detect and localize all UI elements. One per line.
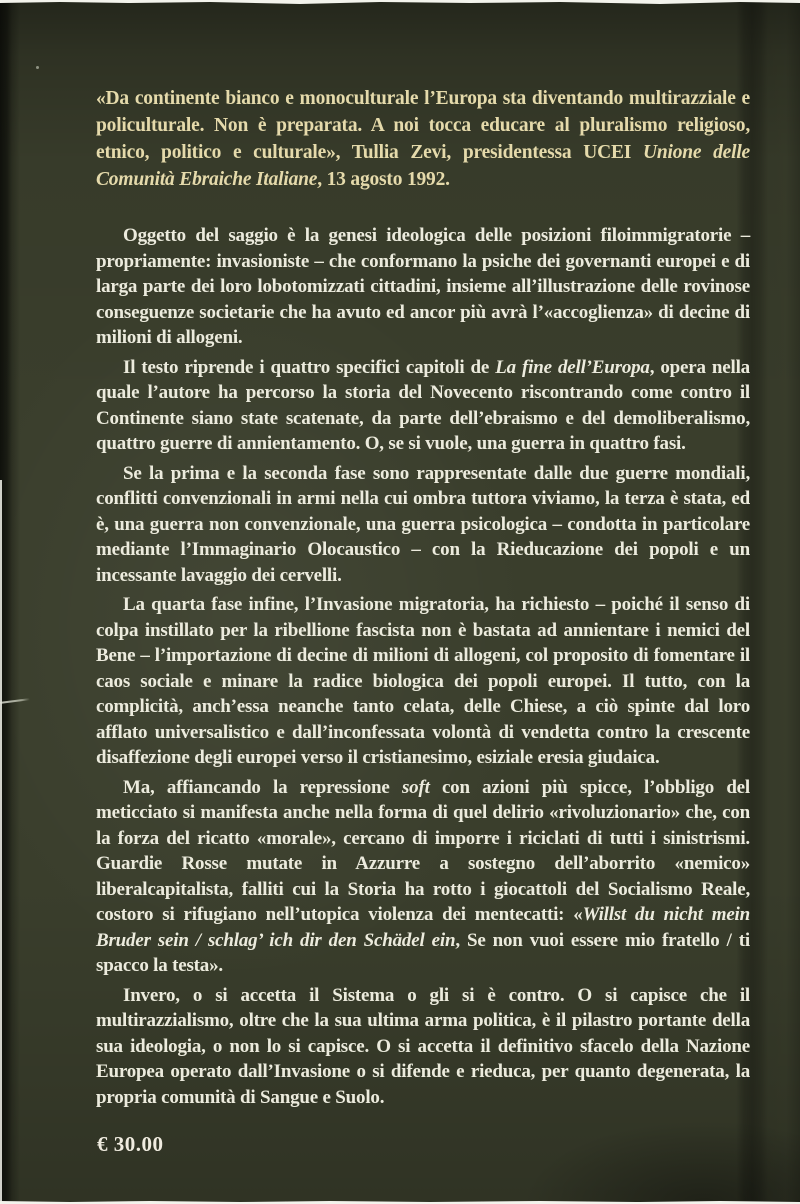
paragraph-text: Oggetto del saggio è la genesi ideologica delle posizioni filoimmigratorie – propriamente: invasioniste – che conformano la psiche dei governanti europei e di larga parte dei loro lobotomizzati cittadini, insieme all’illustrazione delle rovinose conseguenze societarie che ha avuto ed ancor più avrà l’«accoglienza» di decine di milioni di allogeni. [96,225,750,348]
paragraph-first-three-phases [96,461,750,589]
paragraph-text: Ma, affiancando la repressione [123,776,402,798]
epigraph-date: , 13 agosto 1992. [317,169,450,190]
paragraph-text: Il testo riprende i quattro specifici capitoli de [123,356,496,378]
paragraph-text: , opera nella quale l’autore ha percorso la storia del Novecento riscontrando come contro il Continente siano state scatenate, da parte dell’ebraismo e del demoliberalismo, quattro guerre di annientamento. O, se si vuole, una guerra in quattro fasi. [96,356,750,454]
paragraph-fourth-phase-invasion [96,592,750,771]
cover-scratch-mark [0,698,30,704]
paragraph-forced-miscegenation [96,775,750,979]
scan-edge-left [0,480,2,1204]
epigraph-organization-name: Unione delle Comunità Ebraiche Italiane [96,142,751,190]
paragraph-four-wars [96,355,750,457]
italic-word-soft: soft [401,776,430,798]
german-quote-italic: Willst du nicht mein Bruder sein / schlag’ ich dir den Schädel ein [96,904,750,951]
paragraph-text: La quarta fase infine, l’Invasione migratoria, ha richiesto – poiché il senso di colpa instillato per la ribellione fascista non è bastata ad annientare i nemici del Bene – l’importazione di decine di milioni di allogeni, col proposito di fomentare il caos sociale e minare la radice biologica dei popoli europei. Il tutto, con la complicità, anch’essa neanche tanto celata, delle Chiese, a ciò spinte dal loro afflato universalistico e dall’inconfessata volontà di vendetta contro la crescente disaffezione degli europei verso il cristianesimo, esiziale eresia giudaica. [96,594,750,768]
paragraph-essay-subject [96,223,750,351]
paragraph-text: , Se non vuoi essere mio fratello / ti spacco la testa». [96,929,750,976]
paragraph-text: con azioni più spicce, l’obbligo del meticciato si manifesta anche nella forma di quel delirio «rivoluzionario» che, con la forza del ricatto «morale», cercano di imporre i riciclati di tutti i sinistrismi. Guardie Rosse mutate in Azzurre a sostegno dell’aborrito «nemico» liberalcapitalista, falliti cui la Storia ha rotto i giocattoli del Socialismo Reale, costoro si rifugiano nell’utopica violenza dei mentecatti: « [96,776,750,925]
book-title-italic: La fine dell’Europa [495,356,650,378]
paragraph-text: Se la prima e la seconda fase sono rappresentate dalle due guerre mondiali, conflitti convenzionali in armi nella cui ombra tuttora viviamo, la terza è stata, ed è, una guerra non convenzionale, una guerra psicologica – condotta in particolare mediante l’Immaginario Olocaustico – con la Rieducazione dei popoli e un incessante lavaggio dei cervelli. [96,462,750,586]
scan-edge-bottom [0,1199,800,1204]
paragraph-text: Invero, o si accetta il Sistema o gli si è contro. O si capisce che il multirazzialismo, oltre che la sua ultima arma politica, è il pilastro portante della sua ideologia, o non lo si capisce. O si accetta il definitivo sfacelo della Nazione Europea operato dall’Invasione o si difende e rieduca, per quanto degenerata, la propria comunità di Sangue e Suolo. [96,984,750,1108]
price-label: € 30.00 [97,1132,164,1156]
back-cover-text-column [96,0,750,1110]
epigraph-quote [96,85,750,193]
dust-speck [36,66,39,69]
epigraph-quote-text: «Da continente bianco e monoculturale l’Europa sta diventando multirazziale e policulturale. Non è preparata. A noi tocca educare al pluralismo religioso, etnico, politico e culturale», Tullia Zevi, presidentessa UCEI [96,88,750,163]
paragraph-conclusion-blood-and-soil [96,983,750,1111]
